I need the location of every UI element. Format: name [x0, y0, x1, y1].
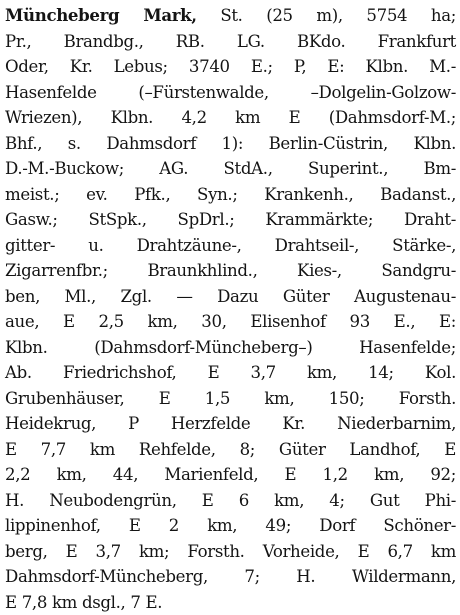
- entry-line-23: Dahmsdorf-Müncheberg, 7; H. Wildermann,: [5, 564, 456, 590]
- entry-line-9: Gasw.; StSpk., SpDrl.; Krammärkte; Draht-: [5, 207, 456, 233]
- entry-headword: Müncheberg Mark,: [5, 5, 197, 25]
- entry-line-7: D.-M.-Buckow; AG. StdA., Superint., Bm-: [5, 156, 456, 182]
- entry-line-2: Pr., Brandbg., RB. LG. BKdo. Frankfurt: [5, 29, 456, 55]
- entry-line-20: H. Neubodengrün, E 6 km, 4; Gut Phi-: [5, 488, 456, 514]
- entry-line-1: [5, 3, 456, 29]
- entry-line-18: E 7,7 km Rehfelde, 8; Güter Landhof, E: [5, 437, 456, 463]
- entry-line-16: Grubenhäuser, E 1,5 km, 150; Forsth.: [5, 386, 456, 412]
- entry-line-24: E 7,8 km dsgl., 7 E.: [5, 590, 456, 615]
- entry-line-3: Oder, Kr. Lebus; 3740 E.; P, E: Klbn. M.-: [5, 54, 456, 80]
- entry-line-4: Hasenfelde (–Fürstenwalde, –Dolgelin-Golzow-: [5, 80, 456, 106]
- entry-line-19: 2,2 km, 44, Marienfeld, E 1,2 km, 92;: [5, 462, 456, 488]
- entry-line-12: ben, Ml., Zgl. — Dazu Güter Augustenau-: [5, 284, 456, 310]
- entry-line-5: Wriezen), Klbn. 4,2 km E (Dahmsdorf-M.;: [5, 105, 456, 131]
- entry-line-15: Ab. Friedrichshof, E 3,7 km, 14; Kol.: [5, 360, 456, 386]
- entry-line-8: meist.; ev. Pfk., Syn.; Krankenh., Badanst.,: [5, 182, 456, 208]
- entry-line-22: berg, E 3,7 km; Forsth. Vorheide, E 6,7 km: [5, 539, 456, 565]
- entry-line-14: Klbn. (Dahmsdorf-Müncheberg–) Hasenfelde;: [5, 335, 456, 361]
- entry-line-13: aue, E 2,5 km, 30, Elisenhof 93 E., E:: [5, 309, 456, 335]
- entry-line-21: lippinenhof, E 2 km, 49; Dorf Schöner-: [5, 513, 456, 539]
- gazetteer-entry: [5, 3, 456, 615]
- entry-line-6: Bhf., s. Dahmsdorf 1): Berlin-Cüstrin, Klbn.: [5, 131, 456, 157]
- entry-line-17: Heidekrug, P Herzfelde Kr. Niederbarnim,: [5, 411, 456, 437]
- entry-line-text: St. (25 m), 5754 ha;: [197, 6, 456, 25]
- entry-line-11: Zigarrenfbr.; Braunkhlind., Kies-, Sandgru-: [5, 258, 456, 284]
- entry-line-10: gitter- u. Drahtzäune-, Drahtseil-, Stärke-,: [5, 233, 456, 259]
